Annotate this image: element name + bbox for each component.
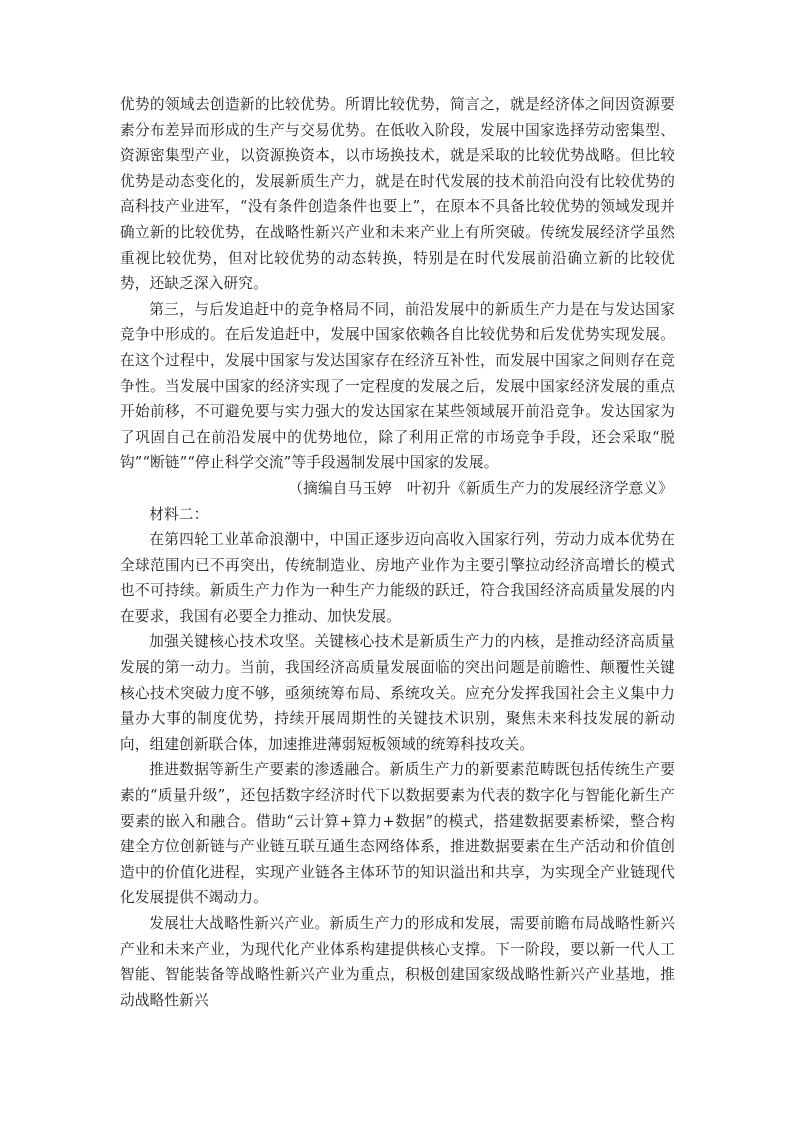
- paragraph-continued: 优势的领域去创造新的比较优势。所谓比较优势，简言之，就是经济体之间因资源要素分布差异而形成的生产与交易优势。在低收入阶段，发展中国家选择劳动密集型、资源密集型产业，以资源换资本，以市场换技术，就是采取的比较优势战略。但比较优势是动态变化的，发展新质生产力，就是在时代发展的技术前沿向没有比较优势的高科技产业进军，“没有条件创造条件也要上”，在原本不具备比较优势的领域发现并确立新的比较优势，在战略性新兴产业和未来产业上有所突破。传统发展经济学虽然重视比较优势，但对比较优势的动态转换，特别是在时代发展前沿确立新的比较优势，还缺乏深入研究。: [120, 96, 675, 293]
- document-body: [120, 92, 675, 1013]
- source-citation: （摘编自马玉婷 叶初升《新质生产力的发展经济学意义》: [288, 479, 673, 497]
- paragraph-third-point: 第三，与后发追赶中的竞争格局不同，前沿发展中的新质生产力是在与发达国家竞争中形成的。在后发追赶中，发展中国家依赖各自比较优势和后发优势实现发展。在这个过程中，发展中国家与发达国家存在经济互补性，而发展中国家之间则存在竞争性。当发展中国家的经济实现了一定程度的发展之后，发展中国家经济发展的重点开始前移，不可避免要与实力强大的发达国家在某些领域展开前沿竞争。发达国家为了巩固自己在前沿发展中的优势地位，除了利用正常的市场竞争手段，还会采取“脱钩”“断链”“停止科学交流”等手段遏制发展中国家的发展。: [120, 300, 675, 472]
- paragraph-emerging-industries: 发展壮大战略性新兴产业。新质生产力的形成和发展，需要前瞻布局战略性新兴产业和未来产业，为现代化产业体系构建提供核心支撑。下一阶段，要以新一代人工智能、智能装备等战略性新兴产业为重点，积极创建国家级战略性新兴产业基地，推动战略性新兴: [120, 915, 675, 1009]
- paragraph-industrial-revolution: 在第四轮工业革命浪潮中，中国正逐步迈向高收入国家行列，劳动力成本优势在全球范围内已不再突出，传统制造业、房地产业作为主要引擎拉动经济高增长的模式也不可持续。新质生产力作为一种生产力能级的跃迁，符合我国经济高质量发展的内在要求，我国有必要全力推动、加快发展。: [120, 531, 675, 625]
- paragraph-data-elements: 推进数据等新生产要素的渗透融合。新质生产力的新要素范畴既包括传统生产要素的“质量升级”，还包括数字经济时代下以数据要素为代表的数字化与智能化新生产要素的嵌入和融合。借助“云计算+算力+数据”的模式，搭建数据要素桥梁，整合构建全方位创新链与产业链互联互通生态网络体系，推进数据要素在生产活动和价值创造中的价值化进程，实现产业链各主体环节的知识溢出和共享，为实现全产业链现代化发展提供不竭动力。: [120, 761, 675, 907]
- paragraph-core-technology: 加强关键核心技术攻坚。关键核心技术是新质生产力的内核，是推动经济高质量发展的第一动力。当前，我国经济高质量发展面临的突出问题是前瞻性、颠覆性关键核心技术突破力度不够，亟须统筹布局、系统攻关。应充分发挥我国社会主义集中力量办大事的制度优势，持续开展周期性的关键技术识别，聚焦未来科技发展的新动向，组建创新联合体，加速推进薄弱短板领域的统筹科技攻关。: [120, 633, 675, 753]
- material-two-heading: 材料二：: [149, 505, 209, 523]
